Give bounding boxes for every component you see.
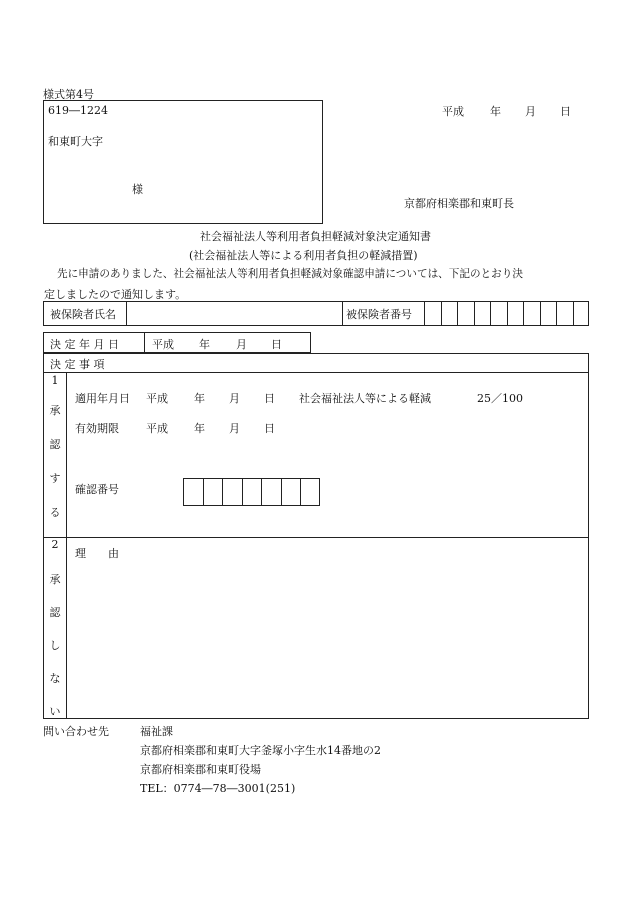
- insured-number-cell[interactable]: [474, 301, 491, 326]
- valid-period-era: 平成: [146, 422, 168, 435]
- reduction-rate: 25／100: [477, 392, 523, 405]
- issue-date-month-unit: 月: [525, 105, 536, 118]
- decision-date-month-unit: 月: [236, 338, 247, 351]
- confirmation-number-cell[interactable]: [203, 478, 223, 506]
- valid-period-month-unit: 月: [229, 422, 240, 435]
- insured-number-cells: [424, 301, 589, 326]
- insured-number-cell[interactable]: [573, 301, 590, 326]
- insured-name-label: 被保険者氏名: [50, 308, 116, 321]
- issue-date-year-unit: 年: [490, 105, 501, 118]
- valid-period-day-unit: 日: [264, 422, 275, 435]
- issue-date-day-unit: 日: [560, 105, 571, 118]
- document-subtitle: (社会福祉法人等による利用者負担の軽減措置): [189, 249, 418, 262]
- reason-label: 理 由: [75, 547, 119, 560]
- honorific: 様: [132, 183, 143, 196]
- insured-number-cell[interactable]: [507, 301, 524, 326]
- confirmation-number-cell[interactable]: [261, 478, 281, 506]
- contact-office: 京都府相楽郡和東町役場: [140, 763, 261, 776]
- insured-number-label: 被保険者番号: [346, 308, 412, 321]
- applicable-date-era: 平成: [146, 392, 168, 405]
- confirmation-number-cell[interactable]: [222, 478, 242, 506]
- decision-date-day-unit: 日: [271, 338, 282, 351]
- insured-number-cell[interactable]: [523, 301, 540, 326]
- confirmation-number-cell[interactable]: [281, 478, 301, 506]
- decision-date-label: 決 定 年 月 日: [50, 338, 119, 351]
- address-box: [43, 100, 323, 224]
- insured-number-cell[interactable]: [556, 301, 573, 326]
- insured-number-cell[interactable]: [441, 301, 458, 326]
- postal-code: 619―1224: [48, 104, 108, 117]
- insured-number-cell[interactable]: [490, 301, 507, 326]
- confirmation-number-cell[interactable]: [242, 478, 262, 506]
- decision-matters-header: 決 定 事 項: [50, 358, 105, 371]
- applicable-date-label: 適用年月日: [75, 392, 130, 405]
- contact-department: 福祉課: [140, 725, 173, 738]
- applicable-date-month-unit: 月: [229, 392, 240, 405]
- issue-date-era: 平成: [442, 105, 464, 118]
- confirmation-number-cell[interactable]: [183, 478, 203, 506]
- body-line-2: 定しましたので通知します。: [44, 288, 187, 301]
- valid-period-year-unit: 年: [194, 422, 205, 435]
- body-line-1: 先に申請のありました、社会福祉法人等利用者負担軽減対象確認申請については、下記のとおり決: [57, 268, 523, 280]
- confirmation-number-cells: [183, 478, 320, 506]
- confirmation-number-label: 確認番号: [75, 483, 119, 496]
- confirmation-number-cell[interactable]: [300, 478, 320, 506]
- contact-label: 問い合わせ先: [43, 725, 109, 738]
- approve-section-label: 1 承 認 す る: [49, 374, 61, 519]
- contact-address: 京都府相楽郡和東町大字釜塚小字生水14番地の2: [140, 744, 381, 757]
- decision-date-era: 平成: [152, 338, 174, 351]
- reduction-label: 社会福祉法人等による軽減: [299, 392, 431, 405]
- insured-number-cell[interactable]: [540, 301, 557, 326]
- issuer: 京都府相楽郡和東町長: [404, 197, 514, 210]
- insured-number-cell[interactable]: [424, 301, 441, 326]
- reason-field[interactable]: [72, 560, 582, 714]
- contact-tel: TEL：0774―78―3001(251): [140, 782, 296, 795]
- applicable-date-year-unit: 年: [194, 392, 205, 405]
- form-number: 様式第4号: [43, 88, 94, 101]
- recipient-address: 和東町大字: [48, 135, 103, 148]
- applicable-date-day-unit: 日: [264, 392, 275, 405]
- insured-number-cell[interactable]: [457, 301, 474, 326]
- deny-section-label: 2 承 認 し な い: [49, 538, 61, 718]
- valid-period-label: 有効期限: [75, 422, 119, 435]
- document-title: 社会福祉法人等利用者負担軽減対象決定通知書: [200, 230, 431, 243]
- decision-date-year-unit: 年: [199, 338, 210, 351]
